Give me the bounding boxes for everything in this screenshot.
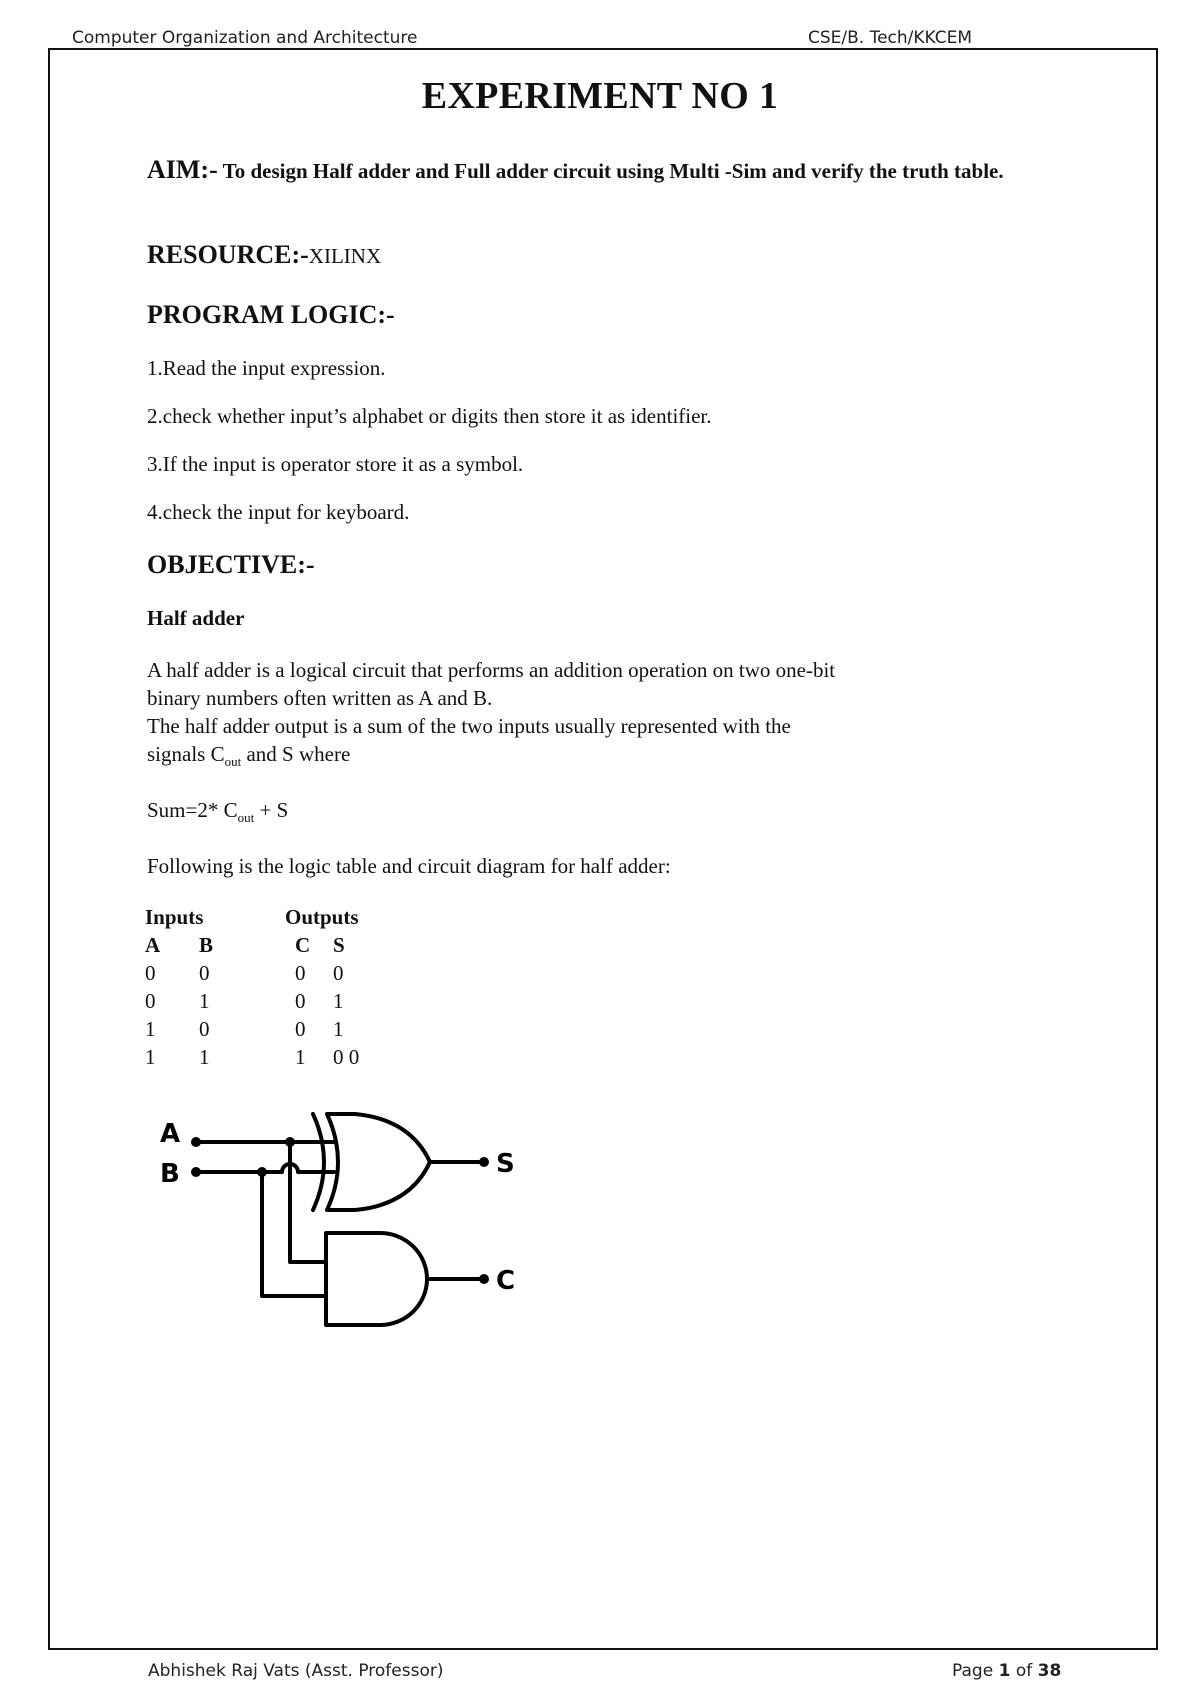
table-cell: 1 [199, 1045, 210, 1069]
table-cell: 0 0 [333, 1045, 360, 1069]
text-run: signals C [147, 742, 225, 766]
table-cell: 1 [145, 1017, 156, 1041]
text-run: and S where [241, 742, 351, 766]
input-a-label: A [160, 1119, 181, 1149]
of-word: of [1015, 1661, 1033, 1681]
footer-author: Abhishek Raj Vats (Asst. Professor) [148, 1661, 444, 1681]
subscript: out [224, 754, 242, 770]
sum-formula [147, 798, 1087, 826]
half-adder-subheading: Half adder [147, 606, 245, 630]
text-run: Sum=2* C [147, 798, 238, 822]
output-c-label: C [496, 1266, 516, 1296]
input-a-terminal [191, 1137, 201, 1147]
description-line: binary numbers often written as A and B. [147, 686, 493, 710]
wire-a-branch [290, 1142, 326, 1262]
subscript: out [237, 810, 255, 826]
and-gate-body [326, 1233, 427, 1325]
column-header: B [199, 933, 214, 957]
input-b-label: B [160, 1159, 180, 1189]
column-header: A [145, 933, 161, 957]
column-header: C [295, 933, 311, 957]
aim-label: AIM:- [147, 155, 218, 184]
resource-label: RESOURCE:- [147, 240, 309, 269]
table-row [145, 1017, 393, 1045]
output-s-label: S [496, 1149, 515, 1179]
logic-step: 3.If the input is operator store it as a symbol. [147, 452, 524, 476]
logic-step: 1.Read the input expression. [147, 356, 386, 380]
output-s-terminal [479, 1157, 489, 1167]
table-cell: 1 [295, 1045, 306, 1069]
experiment-title: EXPERIMENT NO 1 [421, 75, 779, 117]
table-column-header [145, 933, 393, 961]
input-b-terminal [191, 1167, 201, 1177]
junction-b [257, 1167, 267, 1177]
wire-b-branch [262, 1172, 326, 1296]
text-run: + S [254, 798, 289, 822]
aim-text: To design Half adder and Full adder circuit using Multi -Sim and verify the truth table. [222, 159, 1004, 183]
table-cell: 0 [295, 961, 306, 985]
objective-heading: OBJECTIVE:- [147, 550, 315, 579]
table-cell: 0 [199, 1017, 210, 1041]
logic-step: 2.check whether input’s alphabet or digits then store it as identifier. [147, 404, 712, 428]
table-cell: 0 [199, 961, 210, 985]
current-page: 1 [998, 1661, 1011, 1681]
aim-section [147, 155, 1087, 186]
half-adder-circuit-diagram [150, 1100, 530, 1340]
table-cell: 1 [333, 989, 344, 1013]
description-line: The half adder output is a sum of the two inputs usually represented with the [147, 714, 791, 738]
resource-value: XILINX [308, 244, 382, 268]
table-row [145, 1045, 393, 1073]
table-row [145, 989, 393, 1017]
truth-table [145, 905, 393, 1073]
table-cell: 1 [333, 1017, 344, 1041]
junction-a [285, 1137, 295, 1147]
output-c-terminal [479, 1274, 489, 1284]
table-cell: 0 [295, 989, 306, 1013]
logic-step: 4.check the input for keyboard. [147, 500, 410, 524]
description-line [147, 742, 1087, 770]
table-cell: 0 [333, 961, 344, 985]
page-border [48, 48, 1158, 1650]
xor-gate-body [327, 1114, 430, 1210]
table-cell: 0 [145, 989, 156, 1013]
table-cell: 0 [145, 961, 156, 985]
inputs-header: Inputs [145, 905, 204, 929]
xor-gate-input-curve [313, 1114, 324, 1210]
description-line: A half adder is a logical circuit that performs an addition operation on two one-bit [147, 658, 836, 682]
page-word: Page [952, 1661, 994, 1681]
table-intro: Following is the logic table and circuit diagram for half adder: [147, 854, 671, 878]
page-header-course: Computer Organization and Architecture [72, 28, 418, 48]
table-cell: 1 [199, 989, 210, 1013]
column-header: S [333, 933, 345, 957]
outputs-header: Outputs [285, 905, 359, 929]
total-pages: 38 [1037, 1661, 1062, 1681]
table-group-header [145, 905, 393, 933]
table-cell: 1 [145, 1045, 156, 1069]
page-number [952, 1661, 1061, 1681]
table-row [145, 961, 393, 989]
resource-section [147, 240, 1087, 270]
program-logic-heading: PROGRAM LOGIC:- [147, 300, 395, 329]
page-header-dept: CSE/B. Tech/KKCEM [808, 28, 973, 48]
table-cell: 0 [295, 1017, 306, 1041]
